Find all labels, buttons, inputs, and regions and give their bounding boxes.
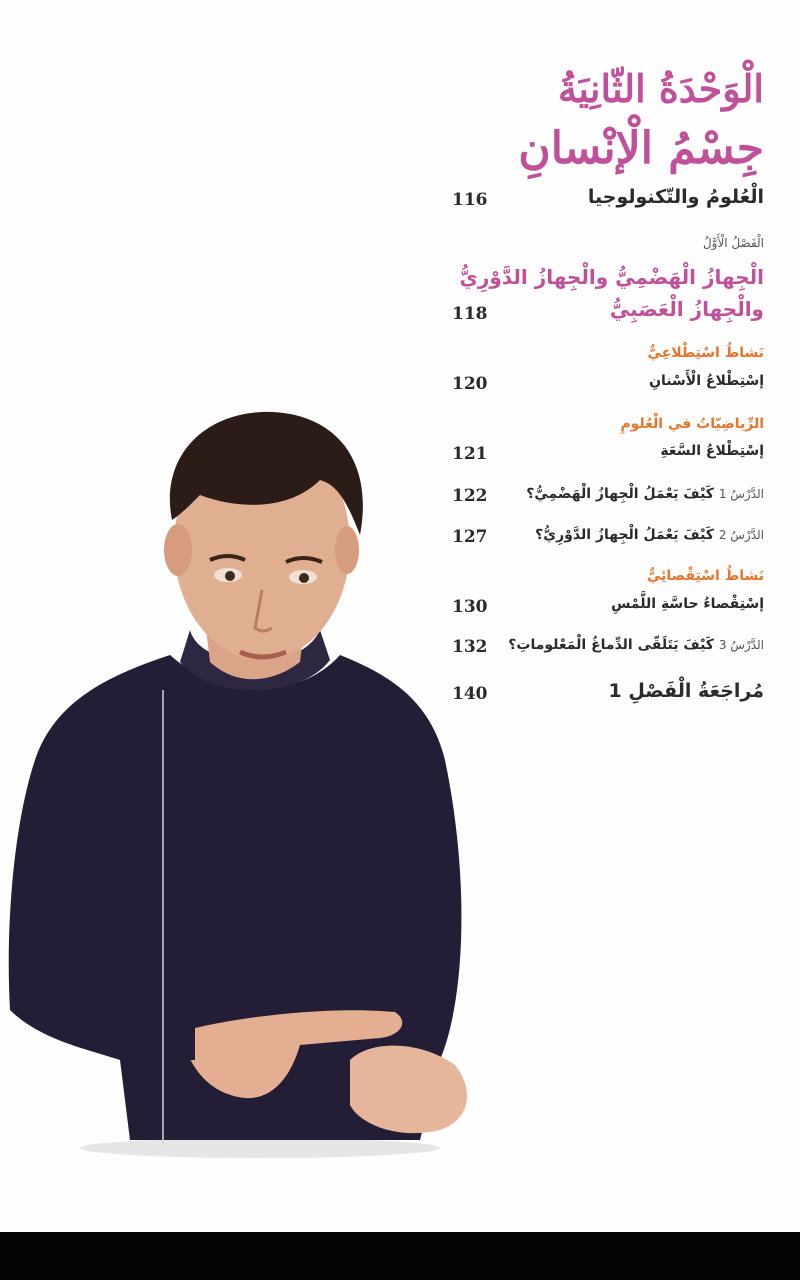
chapter-title-line2[interactable]: والْجِهازُ الْعَصَبِيُّ — [609, 297, 764, 321]
toc-item-science-tech[interactable]: الْعُلومُ والتّكنولوجيا — [587, 186, 764, 208]
bottom-bar — [0, 1232, 800, 1280]
lesson-tag: الدَّرْسُ 1 — [718, 487, 764, 501]
lesson-tag: الدَّرْسُ 3 — [718, 638, 764, 652]
page-number: 122 — [452, 486, 488, 506]
unit-number: الْوَحْدَةُ الثّانِيَةُ — [558, 66, 764, 111]
boy-photo — [0, 400, 480, 1160]
math-in-science-label: الرِّياضِيّاتُ في الْعُلومِ — [620, 416, 764, 432]
lesson-title: كَيْفَ يَتَلَقّى الدِّماغُ الْمَعْلوماتِ؟ — [508, 637, 714, 653]
toc-item-explore-capacity[interactable]: إسْتِطْلاعُ السَّعَةِ — [660, 443, 764, 459]
page-number: 120 — [452, 374, 488, 394]
page-number: 130 — [452, 597, 488, 617]
investigate-activity-label: نَشاطُ اسْتِقْصائِيٌّ — [646, 568, 764, 584]
toc-item-chapter-review[interactable]: مُراجَعَةُ الْفَصْلِ 1 — [608, 680, 764, 702]
lesson-tag: الدَّرْسُ 2 — [718, 528, 764, 542]
lesson-title: كَيْفَ يَعْمَلُ الْجِهازُ الدَّوْرِيُّ؟ — [535, 527, 714, 543]
page-number: 127 — [452, 527, 488, 547]
unit-name: جِسْمُ الْإنْسانِ — [518, 123, 764, 174]
explore-activity-label: نَشاطُ اسْتِطْلاعِيٌّ — [647, 345, 764, 361]
page-number: 118 — [452, 304, 488, 324]
page-number: 140 — [452, 684, 488, 704]
lesson-title: كَيْفَ يَعْمَلُ الْجِهازُ الْهَضْمِيُّ؟ — [526, 486, 714, 502]
toc-item-explore-teeth[interactable]: إسْتِطْلاعُ الْأَسْنانِ — [649, 373, 764, 389]
page-number: 116 — [452, 190, 488, 210]
page-number: 132 — [452, 637, 488, 657]
chapter-label: الْفَصْلُ الْأَوَّلُ — [702, 236, 764, 250]
toc-item-investigate-touch[interactable]: إسْتِقْصاءُ حاسَّةِ اللَّمْسِ — [611, 596, 764, 612]
chapter-title-line1[interactable]: الْجِهازُ الْهَضْمِيُّ والْجِهازُ الدَّوْرِيُّ — [459, 265, 764, 289]
page-number: 121 — [452, 444, 488, 464]
